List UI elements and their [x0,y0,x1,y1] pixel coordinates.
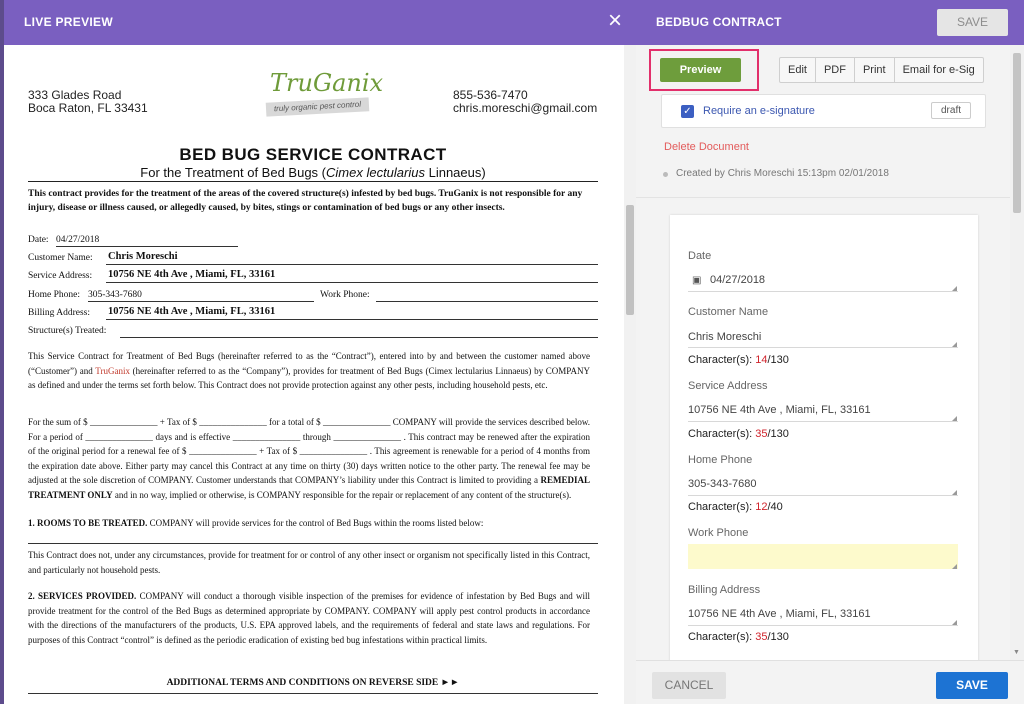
customer-name-label: Customer Name [688,306,769,318]
services-text: COMPANY will conduct a thorough visible inspection of the premises for evidence of infestation by Bed Bugs and will provide treatment for the control of the Bed Bugs as determined appropriate by COMPANY. COMPANY will apply pest control products in accordance with the directions of the manufacturers of the products, U.S. EPA approved labels, and the requirements of federal and state laws and regulations. For purposes of this Contract “control” is defined as the periodic eradication of existing bed bug infestations within practical limits. [28,591,590,645]
intro-text-b: (hereinafter referred to as the “Company”), provides for treatment of Bed Bugs (Cimex lectularius Linnaeus) by COMPANY as defined and under the terms set forth below. This Contract does not provide protection against any other pests, including household pests, etc. [28,365,590,390]
esignature-box [661,94,986,128]
editor-footer [636,660,1024,704]
counter-max: /130 [767,631,789,643]
service-address-counter [688,428,789,440]
counter-value: 35 [755,631,768,643]
date-field[interactable]: 04/27/2018 [710,274,766,286]
document-actions [779,57,984,83]
pricing-text-b: and in no way, implied or otherwise, is COMPANY responsible for the repair or replacement of any content of the structure(s). [112,489,572,500]
editor-panel [636,0,1024,704]
calendar-icon[interactable]: ▣ [692,275,702,286]
underline [88,301,314,302]
customer-name-field[interactable]: Chris Moreschi [688,331,762,343]
doc-home-phone-value: 305-343-7680 [88,290,142,300]
company-email: chris.moreschi@gmail.com [453,101,598,115]
counter-value: 12 [755,501,768,513]
resize-icon[interactable] [952,490,957,495]
contract-form [670,215,978,675]
intro-paragraph [28,349,590,393]
rooms-text: COMPANY will provide services for the control of Bed Bugs within the rooms listed below: [147,518,484,528]
editor-title: BEDBUG CONTRACT [656,15,782,29]
resize-icon[interactable] [952,564,957,569]
customer-name-underline [688,347,958,348]
underline [106,319,598,320]
subtitle-prefix: For the Treatment of Bed Bugs ( [140,165,326,180]
work-phone-label: Work Phone [688,527,749,539]
truganix-logo [266,69,384,119]
address-line-2: Boca Raton, FL 33431 [28,101,148,115]
bullet-icon [663,172,668,177]
counter-value: 14 [755,354,768,366]
additional-terms: ADDITIONAL TERMS AND CONDITIONS ON REVERSE SIDE ►► [166,678,460,688]
billing-address-field[interactable]: 10756 NE 4th Ave , Miami, FL, 33161 [688,608,871,620]
address-line-1: 333 Glades Road [28,88,122,102]
subtitle-latin: Cimex lectularius [326,165,425,180]
doc-date-label: Date: [28,235,49,245]
services-heading: 2. SERVICES PROVIDED. [28,591,137,601]
date-underline [688,291,958,292]
preview-header [4,0,636,45]
resize-icon[interactable] [952,620,957,625]
document-preview [4,45,636,704]
scrollbar-thumb[interactable] [626,205,634,315]
doc-billing-value: 10756 NE 4th Ave , Miami, FL, 33161 [108,306,276,317]
underline [56,246,238,247]
counter-max: /130 [767,354,789,366]
resize-icon[interactable] [952,416,957,421]
subtitle-suffix: Linnaeus) [424,165,486,180]
preview-button[interactable]: Preview [660,58,741,82]
doc-work-phone-label: Work Phone: [320,290,370,300]
disclaimer: This contract provides for the treatment of the areas of the covered structure(s) infested by bed bugs. TruGanix is not responsible for any injury, disease or illness caused, or allegedly caused, by bites, stings or contamination of bed bugs or any other insects. [28,189,583,213]
editor-scrollbar[interactable] [1010,45,1024,660]
counter-value: 35 [755,428,768,440]
preview-title: LIVE PREVIEW [24,15,113,29]
service-address-label: Service Address [688,380,768,392]
cancel-button[interactable]: CANCEL [652,672,726,699]
doc-customer-label: Customer Name: [28,253,93,263]
doc-date-value: 04/27/2018 [56,235,100,245]
counter-label: Character(s): [688,354,756,366]
scroll-down-icon[interactable]: ▼ [1013,649,1020,656]
rooms-heading: 1. ROOMS TO BE TREATED. [28,518,148,528]
pricing-paragraph [28,415,590,502]
doc-billing-label: Billing Address: [28,308,91,318]
billing-address-label: Billing Address [688,584,761,596]
resize-icon[interactable] [952,342,957,347]
pricing-text-a: For the sum of $ _______________ + Tax of $ _______________ for a total of $ _______________ COMPANY will provide the services described below. For a period of _______________ days and is effective _______________ through _______________ . This contract may be renewed after the expiration of the original period for a renewal fee of $ _______________ + Tax of $ _______________ . This agreement is renewable for a period of 4 months from the expiration date above. Either party may cancel this Contract at any time on thirty (30) days written notice to the other party. The renewal fee may be adjusted at the sole discretion of COMPANY. Customer understands that COMPANY’s liability under this Contract is limited to providing a [28,417,590,485]
work-phone-field[interactable] [688,544,958,569]
close-icon[interactable]: × [607,7,622,34]
print-button[interactable]: Print [854,58,894,82]
preview-scrollbar[interactable] [624,45,636,704]
home-phone-field[interactable]: 305-343-7680 [688,478,757,490]
counter-max: /130 [767,428,789,440]
underline [376,301,598,302]
draft-badge: draft [931,102,971,119]
intro-text-a: This Service Contract for Treatment of Bed Bugs (hereinafter referred to as the “Contract”), entered into by and between the customer named above (“Customer”) and [28,351,590,376]
intro-brand: TruGanix [95,365,130,376]
home-phone-underline [688,495,958,496]
scrollbar-thumb[interactable] [1013,53,1021,213]
title-divider [28,181,598,182]
customer-name-counter [688,354,789,366]
logo-tagline: truly organic pest control [266,97,370,116]
pricing-bold: REMEDIAL TREATMENT ONLY [28,475,590,500]
doc-structures-label: Structure(s) Treated: [28,326,107,336]
logo-name: TruGanix [270,69,384,97]
doc-service-value: 10756 NE 4th Ave , Miami, FL, 33161 [108,269,276,280]
underline [106,282,598,283]
counter-label: Character(s): [688,428,756,440]
service-address-field[interactable]: 10756 NE 4th Ave , Miami, FL, 33161 [688,404,871,416]
delete-document-link[interactable]: Delete Document [664,141,749,153]
pdf-button[interactable]: PDF [815,58,854,82]
save-button[interactable]: SAVE [936,672,1008,699]
underline [120,337,598,338]
home-phone-label: Home Phone [688,454,753,466]
rooms-paragraph [28,516,590,531]
doc-service-label: Service Address: [28,271,93,281]
billing-address-counter [688,631,789,643]
divider [636,197,1010,198]
company-address [28,89,148,115]
services-paragraph [28,589,590,647]
edit-button[interactable]: Edit [788,64,807,76]
bottom-rule [28,693,598,694]
company-phone: 855-536-7470 [453,88,528,102]
counter-label: Character(s): [688,501,756,513]
doc-home-phone-label: Home Phone: [28,290,80,300]
doc-customer-value: Chris Moreschi [108,251,178,262]
esignature-label[interactable]: Require an e-signature [703,105,815,117]
exclusion-paragraph: This Contract does not, under any circumstances, provide for treatment for or control of any other insect or organism not specifically listed in this Contract, and particularly not household pests. [28,550,590,575]
service-address-underline [688,421,958,422]
save-top-button[interactable]: SAVE [937,9,1008,36]
created-text: Created by Chris Moreschi 15:13pm 02/01/2018 [676,168,889,179]
date-label: Date [688,250,712,262]
email-esig-button[interactable]: Email for e-Sig [894,58,983,82]
counter-label: Character(s): [688,631,756,643]
rooms-line [28,543,598,544]
esignature-checkbox[interactable]: ✓ [681,105,694,118]
counter-max: /40 [767,501,783,513]
created-info [676,168,889,179]
billing-address-underline [688,625,958,626]
home-phone-counter [688,501,783,513]
editor-header [636,0,1024,45]
resize-icon[interactable] [952,286,957,291]
company-contact [453,89,597,115]
document-subtitle [28,165,598,180]
document-title: BED BUG SERVICE CONTRACT [179,145,447,164]
underline [106,264,598,265]
